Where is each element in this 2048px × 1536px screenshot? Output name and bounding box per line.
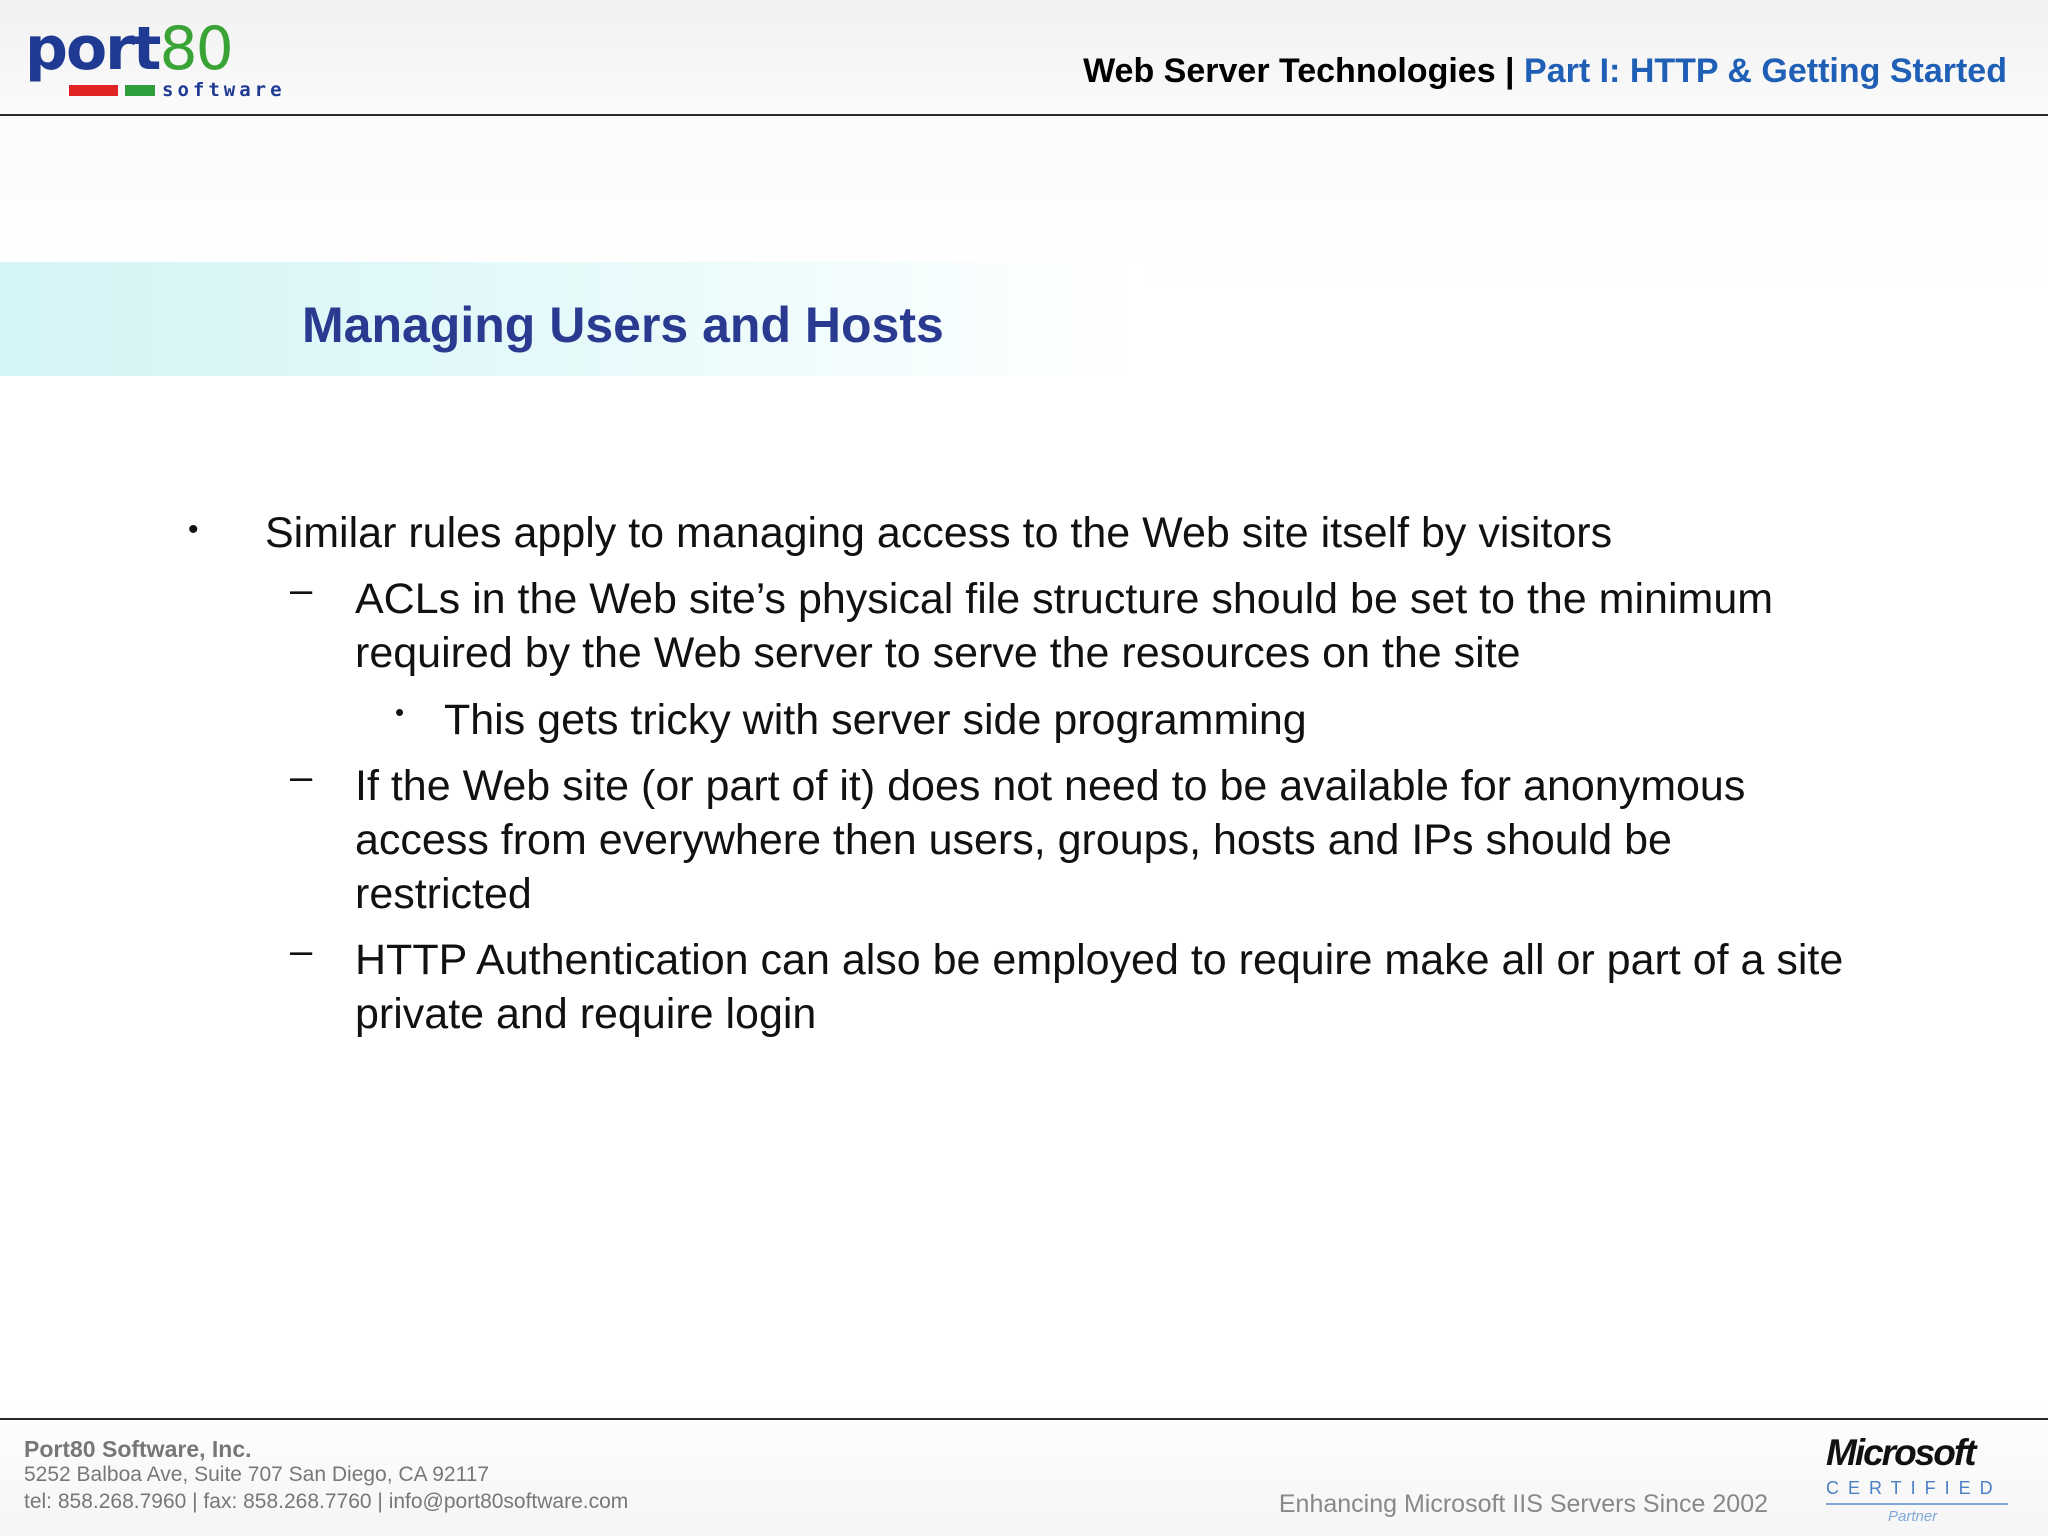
logo-word-port: port: [25, 14, 160, 84]
subbullet-text: access from everywhere then users, groups, hosts and IPs should be: [355, 816, 1672, 864]
partner-label: Partner: [1888, 1508, 1938, 1525]
footer-contact: tel: 858.268.7960 | fax: 858.268.7760 | info@port80software.com: [24, 1490, 629, 1513]
bullet-marker: •: [188, 513, 199, 546]
header-course: Web Server Technologies |: [1083, 52, 1525, 90]
footer-address: 5252 Balboa Ave, Suite 707 San Diego, CA 92117: [24, 1463, 490, 1486]
logo-red-bar: [69, 85, 118, 96]
slide-title: Managing Users and Hosts: [302, 297, 944, 353]
subbullet-text: required by the Web server to serve the resources on the site: [355, 629, 1521, 677]
badge-divider: [1826, 1503, 2008, 1505]
logo-wordmark: [25, 14, 232, 84]
dash-marker: –: [290, 755, 313, 799]
header-title: [1083, 52, 2007, 91]
subbullet-text: If the Web site (or part of it) does not need to be available for anonymous: [355, 762, 1746, 810]
header-part: Part I: HTTP & Getting Started: [1524, 52, 2007, 90]
dash-marker: –: [290, 568, 313, 612]
logo-green-bar: [125, 85, 155, 96]
subbullet-text: private and require login: [355, 990, 817, 1038]
logo-word-80: 80: [159, 14, 232, 84]
certified-label: CERTIFIED: [1826, 1478, 2002, 1498]
subbullet-text: ACLs in the Web site’s physical file structure should be set to the minimum: [355, 575, 1774, 623]
subbullet-text: restricted: [355, 870, 532, 918]
header-divider: [0, 114, 2048, 116]
subsubbullet-text: This gets tricky with server side programming: [444, 696, 1307, 744]
bullet-marker: •: [395, 697, 405, 727]
dash-marker: –: [290, 929, 313, 973]
bullet-text: Similar rules apply to managing access to the Web site itself by visitors: [265, 509, 1613, 557]
logo-subtitle: software: [162, 79, 286, 101]
footer-divider: [0, 1418, 2048, 1420]
microsoft-wordmark: Microsoft: [1826, 1432, 1975, 1473]
subbullet-text: HTTP Authentication can also be employed to require make all or part of a site: [355, 936, 1844, 984]
port80-logo: [25, 14, 286, 104]
footer-company: Port80 Software, Inc.: [24, 1436, 252, 1462]
footer-tagline: Enhancing Microsoft IIS Servers Since 2002: [1278, 1490, 1768, 1518]
